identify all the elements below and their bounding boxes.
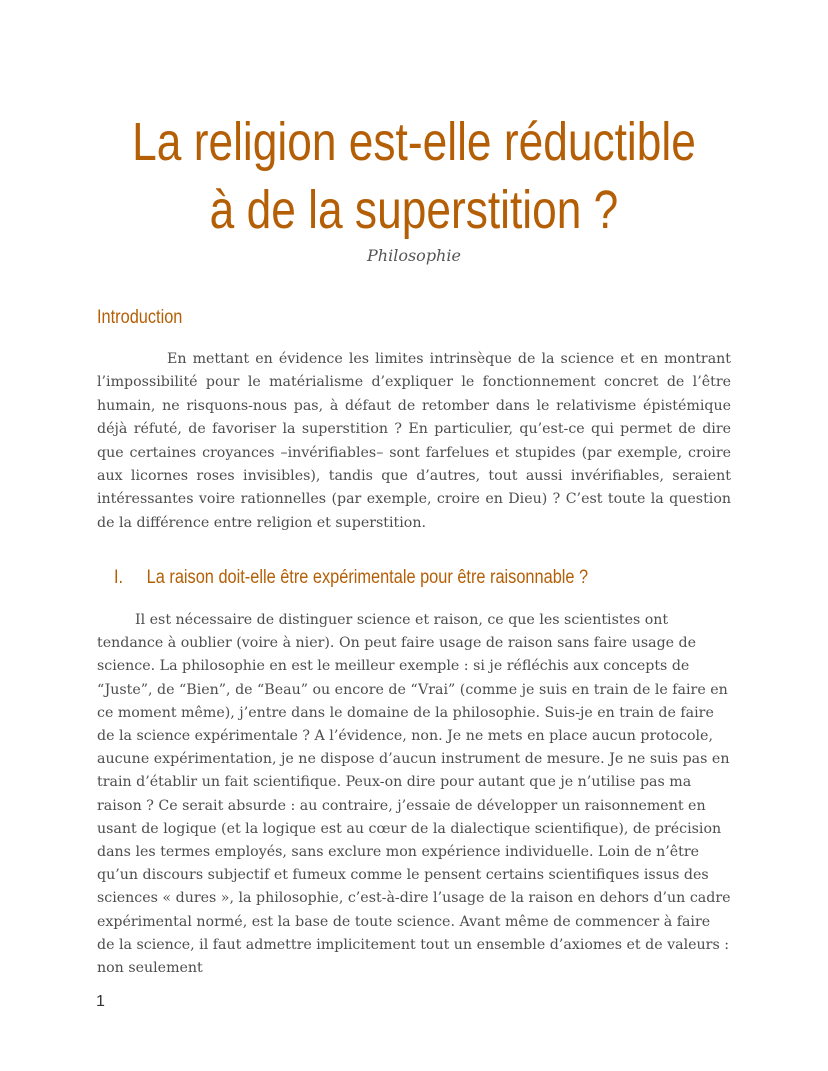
part-one-title: La raison doit-elle être expérimentale pour être raisonnable ?	[146, 567, 589, 588]
part-one-number: I.	[114, 567, 124, 588]
title-line-1: La religion est-elle réductible	[132, 112, 696, 172]
document-title	[124, 108, 705, 244]
title-line-2: à de la superstition ?	[209, 180, 619, 240]
page-number: 1	[96, 993, 105, 1010]
introduction-heading: Introduction	[97, 307, 183, 328]
part-one-paragraph: Il est nécessaire de distinguer science et raison, ce que les scientistes ont tendance à oublier (voire à nier). On peut faire usage de raison sans faire usage de science. La philosophie en est le meilleur exemple : si je réfléchis aux concepts de “Juste”, de “Bien”, de “Beau” ou encore de “Vrai” (comme je suis en train de le faire en ce moment même), j’entre dans le domaine de la philosophie. Suis-je en train de faire de la science expérimentale ? A l’évidence, non. Je ne mets en place aucun protocole, aucune expérimentation, je ne dispose d’aucun instrument de mesure. Je ne suis pas en train d’établir un fait scientifique. Peux-on dire pour autant que je n’utilise pas ma raison ? Ce serait absurde : au contraire, j’essaie de développer un raisonnement en usant de logique (et la logique est au cœur de la dialectique scientifique), de précision dans les termes employés, sans exclure mon expérience individuelle. Loin de n’être qu’un discours subjectif et fumeux comme le pensent certains scientifiques issus des sciences « dures », la philosophie, c’est-à-dire l’usage de la raison en dehors d’un cadre expérimental normé, est la base de toute science. Avant même de commencer à faire de la science, il faut admettre implicitement tout un ensemble d’axiomes et de valeurs : non seulement	[97, 612, 731, 977]
introduction-paragraph: En mettant en évidence les limites intrinsèque de la science et en montrant l’impossibilité pour le matérialisme d’expliquer le fonctionnement concret de l’être humain, ne risquons-nous pas, à défaut de retomber dans le relativisme épistémique déjà réfuté, de favoriser la superstition ? En particulier, qu’est-ce qui permet de dire que certaines croyances –invérifiables– sont farfelues et stupides (par exemple, croire aux licornes roses invisibles), tandis que d’autres, tout aussi invérifiables, seraient intéressantes voire rationnelles (par exemple, croire en Dieu) ? C’est toute la question de la différence entre religion et superstition.	[97, 351, 731, 531]
document-subtitle: Philosophie	[367, 246, 461, 265]
part-one-heading	[114, 567, 588, 589]
